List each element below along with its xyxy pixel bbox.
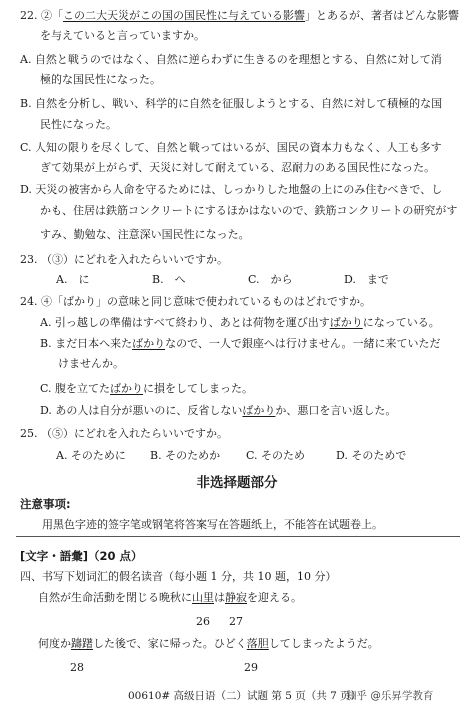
page-footer: 00610# 高级日语（二）试题 第 5 页（共 7 页）: [128, 690, 362, 702]
q25-number: 25.: [20, 427, 38, 440]
sentence-2-a: 何度か: [38, 637, 71, 650]
q25-option-d: D. そのためで: [336, 449, 407, 462]
q23-stem: [20, 252, 228, 268]
sentence-1: [38, 590, 302, 606]
q22-quoted-text: この二大天災がこの国の国民性に与えている影響: [63, 9, 305, 22]
sentence-1-target-26: 山里: [192, 591, 214, 604]
q25-stem-text: （⑤）にどれを入れたらいいですか。: [41, 427, 228, 440]
sentence-1-a: 自然が生命活動を閉じる晩秋に: [38, 591, 192, 604]
sentence-2-b: した後で、家に帰った。ひどく: [93, 637, 247, 650]
q24-number: 24.: [20, 295, 38, 308]
q24-option-b-pre: B. まだ日本へ来た: [40, 337, 133, 350]
q24-option-c: [40, 381, 253, 397]
q23-option-a: A. に: [56, 273, 90, 286]
sentence-2: [38, 636, 379, 652]
q23-option-d: D. まで: [344, 273, 389, 286]
item-number-28: 28: [70, 661, 84, 674]
item-number-29: 29: [244, 661, 258, 674]
q22-stem-pre: ②「: [41, 9, 63, 22]
watermark: 知乎 @乐昇学教育: [346, 690, 434, 702]
q22-option-c-line2: ぎて効果が上がらず、天災に対して耐えている、忍耐力のある国民性になった。: [40, 161, 436, 174]
q22-option-a-line1: A. 自然と戦うのではなく、自然に逆らわずに生きるのを理想とする、自然に対して消: [20, 53, 442, 66]
q24-option-d-post: か、悪口を言い返した。: [275, 404, 397, 417]
q24-option-d-pre: D. あの人は自分が悪いのに、反省しない: [40, 404, 243, 417]
q25-stem: [20, 426, 228, 442]
section-title: 非选择题部分: [196, 475, 278, 491]
q22-number: 22.: [20, 9, 38, 22]
q24-option-c-post: に損をしてしまった。: [143, 382, 254, 395]
q25-option-c: C. そのため: [246, 449, 306, 462]
q24-option-a-underlined: ばかり: [329, 316, 363, 329]
notice-label: 注意事项:: [20, 497, 71, 511]
q22-stem-post: 」とあるが、著者はどんな影響: [305, 9, 459, 22]
q24-option-b: [40, 336, 441, 352]
q24-option-d: [40, 403, 396, 419]
sentence-2-target-28: 躊躇: [71, 637, 93, 650]
q24-option-a: [40, 315, 440, 331]
q22-option-d-line2: かも、住居は鉄筋コンクリートにするほかはないので、鉄筋コンクリートの研究がす: [40, 204, 458, 217]
q23-stem-text: （③）にどれを入れたらいいですか。: [41, 253, 228, 266]
q24-stem: [20, 294, 371, 310]
item-number-27: 27: [229, 615, 243, 628]
part-title: [文字・語彙]（20 点）: [20, 549, 143, 563]
q24-option-c-underlined: ばかり: [110, 382, 144, 395]
q24-option-a-post: になっている。: [362, 316, 440, 329]
q22-option-d-line3: すみ、勤勉な、注意深い国民性になった。: [40, 228, 250, 241]
q25-option-a: A. そのために: [56, 449, 126, 462]
sentence-1-target-27: 静寂: [225, 591, 247, 604]
q24-option-b-post: なので、一人で銀座へは行けません。一緒に来ていただ: [165, 337, 441, 350]
sentence-1-c: を迎える。: [247, 591, 302, 604]
q22-option-d-line1: D. 天災の被害から人命を守るためには、しっかりした地盤の上にのみ住むべきで、し: [20, 183, 443, 196]
q23-option-c: C. から: [248, 273, 293, 286]
q23-number: 23.: [20, 253, 38, 266]
q22-option-c-line1: C. 人知の限りを尽くして、自然と戦ってはいるが、国民の資本力もなく、人工も多す: [20, 141, 442, 154]
part4-title: 四、书写下划词汇的假名读音（每小题 1 分，共 10 题，10 分）: [20, 570, 337, 583]
q22-stem: [20, 8, 459, 24]
sentence-1-b: は: [214, 591, 225, 604]
section-divider: [16, 536, 460, 537]
q22-option-a-line2: 極的な国民性になった。: [40, 73, 161, 86]
q24-option-b-cont: けませんか。: [58, 357, 124, 370]
q24-option-c-pre: C. 腹を立てた: [40, 382, 111, 395]
q22-stem-cont: を与えていると言っていますか。: [40, 29, 205, 42]
sentence-2-c: してしまったようだ。: [268, 637, 379, 650]
q22-option-b-line1: B. 自然を分析し、戦い、科学的に自然を征服しようとする、自然に対して積極的な国: [20, 97, 443, 110]
item-number-26: 26: [196, 615, 210, 628]
q24-option-b-underlined: ばかり: [132, 337, 166, 350]
notice-text: 用黑色字迹的签字笔或钢笔将答案写在答题纸上，不能答在试题卷上。: [42, 518, 383, 531]
sentence-2-target-29: 落胆: [246, 637, 269, 650]
q24-stem-text: ④「ばかり」の意味と同じ意味で使われているものはどれですか。: [41, 295, 371, 308]
q25-option-b: B. そのためか: [150, 449, 221, 462]
q24-option-a-pre: A. 引っ越しの準備はすべて終わり、あとは荷物を運び出す: [40, 316, 330, 329]
q24-option-d-underlined: ばかり: [242, 404, 276, 417]
q22-option-b-line2: 民性になった。: [40, 118, 117, 131]
q23-option-b: B. へ: [152, 273, 186, 286]
